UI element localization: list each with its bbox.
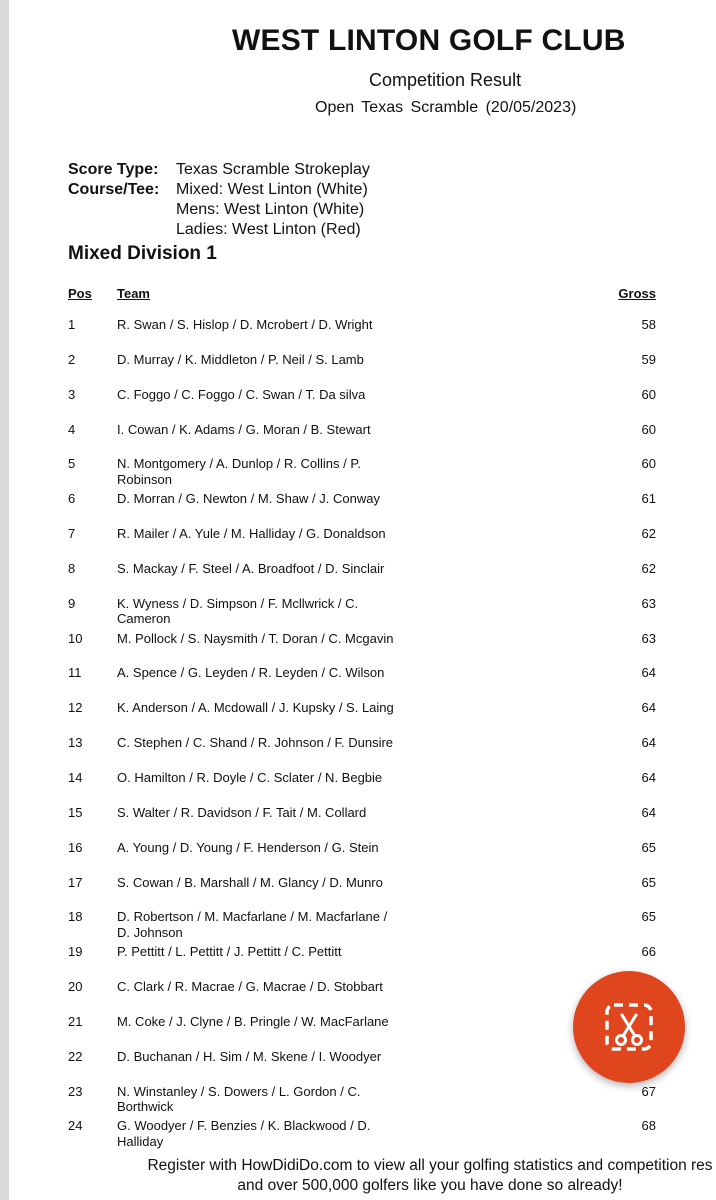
row-team: N. Montgomery / A. Dunlop / R. Collins / P. Robinson — [117, 456, 361, 487]
row-gross: 60 — [641, 456, 656, 472]
row-team: S. Mackay / F. Steel / A. Broadfoot / D. Sinclair — [117, 560, 385, 576]
row-pos: 21 — [68, 1013, 83, 1029]
row-pos: 8 — [68, 560, 76, 576]
course-mixed: Mixed: West Linton (White) — [176, 181, 368, 198]
row-pos: 24 — [68, 1118, 83, 1134]
table-row — [0, 481, 716, 516]
row-pos: 15 — [68, 804, 83, 820]
row-team: D. Morran / G. Newton / M. Shaw / J. Conway — [117, 491, 380, 507]
screenshot-action-button[interactable] — [573, 971, 685, 1083]
row-gross: 62 — [641, 560, 656, 576]
table-row — [0, 1108, 716, 1149]
row-team: D. Murray / K. Middleton / P. Neil / S. Lamb — [117, 351, 364, 367]
row-pos: 2 — [68, 351, 76, 367]
row-gross: 58 — [641, 317, 656, 332]
row-pos: 1 — [68, 317, 76, 332]
row-gross: 60 — [641, 386, 656, 402]
table-row — [0, 446, 716, 487]
row-team: N. Winstanley / S. Dowers / L. Gordon / C. Borthwick — [117, 1083, 361, 1115]
course-ladies: Ladies: West Linton (Red) — [176, 221, 361, 238]
score-type-row — [68, 160, 370, 180]
table-row — [0, 725, 716, 760]
row-team: D. Robertson / M. Macfarlane / M. Macfarlane / D. Johnson — [117, 909, 388, 940]
table-row — [0, 412, 716, 447]
course-tee-label: Course/Tee: — [68, 181, 160, 198]
row-gross: 64 — [641, 665, 656, 681]
table-row — [0, 307, 716, 342]
row-team: R. Mailer / A. Yule / M. Halliday / G. Donaldson — [117, 526, 386, 542]
row-pos: 16 — [68, 839, 83, 855]
table-row — [0, 795, 716, 830]
row-pos: 17 — [68, 874, 83, 890]
row-pos: 12 — [68, 700, 83, 716]
footer-line-1: Register with HowDidiDo.com to view all your golfing statistics and competition res — [147, 1157, 713, 1174]
row-gross: 63 — [641, 595, 656, 611]
division-title: Mixed Division 1 — [68, 243, 217, 264]
row-gross: 64 — [641, 804, 656, 820]
row-pos: 11 — [68, 665, 82, 681]
row-pos: 20 — [68, 979, 83, 995]
table-row — [0, 377, 716, 412]
row-gross: 63 — [641, 630, 656, 646]
row-team: A. Young / D. Young / F. Henderson / G. Stein — [117, 839, 379, 855]
row-gross: 60 — [641, 421, 656, 437]
row-team: R. Swan / S. Hislop / D. Mcrobert / D. Wright — [117, 317, 373, 332]
row-gross: 65 — [641, 839, 656, 855]
row-pos: 13 — [68, 735, 83, 751]
team-column-header: Team — [117, 286, 150, 301]
row-team: S. Cowan / B. Marshall / M. Glancy / D. Munro — [117, 874, 383, 890]
row-team: A. Spence / G. Leyden / R. Leyden / C. Wilson — [117, 665, 385, 681]
table-row — [0, 551, 716, 586]
competition-meta — [68, 160, 370, 240]
row-gross: 64 — [641, 735, 656, 751]
club-title: WEST LINTON GOLF CLUB — [232, 24, 626, 57]
row-team: P. Pettitt / L. Pettitt / J. Pettitt / C. Pettitt — [117, 944, 342, 960]
course-tee-row — [68, 180, 370, 240]
row-pos: 10 — [68, 630, 83, 646]
row-pos: 18 — [68, 909, 83, 925]
score-type-value: Texas Scramble Strokeplay — [176, 161, 370, 178]
row-team: K. Wyness / D. Simpson / F. Mcllwrick / C. Cameron — [117, 595, 359, 627]
row-gross: 65 — [641, 874, 656, 890]
row-gross: 61 — [641, 491, 656, 507]
row-pos: 6 — [68, 491, 76, 507]
row-team: C. Clark / R. Macrae / G. Macrae / D. Stobbart — [117, 979, 383, 995]
table-row — [0, 690, 716, 725]
row-pos: 23 — [68, 1083, 83, 1099]
row-gross: 68 — [641, 1118, 656, 1134]
row-pos: 14 — [68, 769, 83, 785]
table-row — [0, 516, 716, 551]
table-row — [0, 934, 716, 969]
row-gross: 64 — [641, 769, 656, 785]
row-pos: 22 — [68, 1048, 83, 1064]
row-team: G. Woodyer / F. Benzies / K. Blackwood / D. Halliday — [117, 1118, 371, 1149]
footer-line-2: and over 500,000 golfers like you have done so already! — [237, 1177, 623, 1194]
competition-name-date: Open Texas Scramble (20/05/2023) — [315, 99, 577, 116]
row-gross: 64 — [641, 700, 656, 716]
table-row — [0, 342, 716, 377]
row-team: C. Foggo / C. Foggo / C. Swan / T. Da silva — [117, 386, 366, 402]
competition-result-subtitle: Competition Result — [369, 70, 522, 90]
row-pos: 19 — [68, 944, 83, 960]
row-pos: 5 — [68, 456, 76, 472]
score-type-label: Score Type: — [68, 161, 159, 178]
table-row — [0, 865, 716, 900]
table-row — [0, 586, 716, 627]
pos-column-header: Pos — [68, 286, 92, 301]
row-team: M. Coke / J. Clyne / B. Pringle / W. MacFarlane — [117, 1013, 389, 1029]
row-gross: 59 — [641, 351, 656, 367]
row-team: M. Pollock / S. Naysmith / T. Doran / C. Mcgavin — [117, 630, 394, 646]
row-team: S. Walter / R. Davidson / F. Tait / M. Collard — [117, 804, 367, 820]
table-row — [0, 899, 716, 940]
footer-promo — [60, 1156, 716, 1196]
gross-column-header: Gross — [618, 286, 656, 301]
row-pos: 7 — [68, 526, 76, 542]
row-gross: 65 — [641, 909, 656, 925]
row-gross: 67 — [641, 1083, 656, 1099]
table-row — [0, 760, 716, 795]
screenshot-scissors-icon — [602, 1000, 656, 1054]
row-pos: 3 — [68, 386, 76, 402]
table-row — [0, 830, 716, 865]
row-pos: 9 — [68, 595, 76, 611]
row-team: C. Stephen / C. Shand / R. Johnson / F. Dunsire — [117, 735, 394, 751]
course-mens: Mens: West Linton (White) — [176, 201, 365, 218]
row-team: O. Hamilton / R. Doyle / C. Sclater / N. Begbie — [117, 769, 383, 785]
row-team: K. Anderson / A. Mcdowall / J. Kupsky / S. Laing — [117, 700, 394, 716]
row-team: D. Buchanan / H. Sim / M. Skene / I. Woodyer — [117, 1048, 382, 1064]
table-row — [0, 621, 716, 656]
row-pos: 4 — [68, 421, 76, 437]
row-team: I. Cowan / K. Adams / G. Moran / B. Stewart — [117, 421, 371, 437]
row-gross: 62 — [641, 526, 656, 542]
row-gross: 66 — [641, 944, 656, 960]
table-row — [0, 655, 716, 690]
